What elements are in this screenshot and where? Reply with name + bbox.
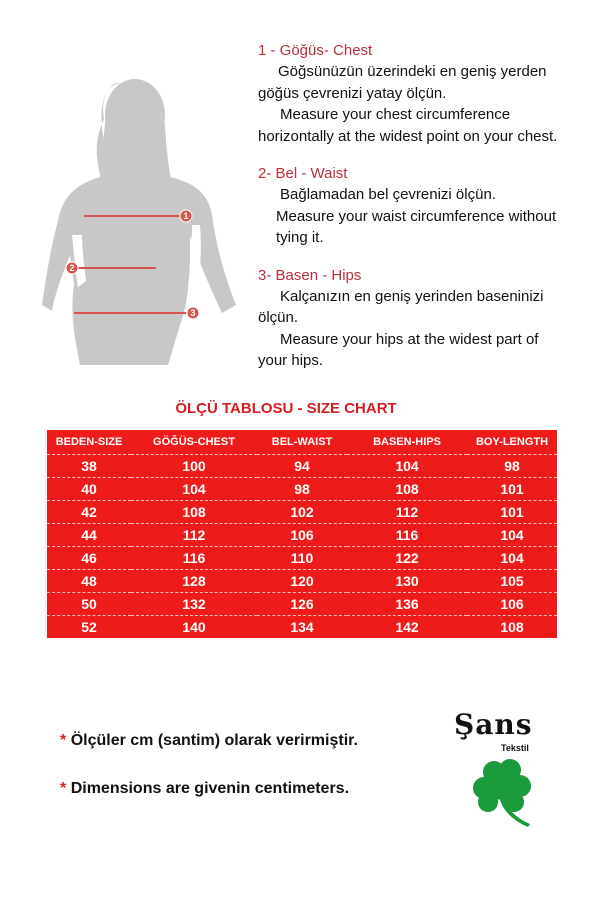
cell-hips: 130 [347,569,467,592]
header-length: BOY-LENGTH [467,430,557,454]
cell-waist: 120 [257,569,347,592]
cell-hips: 104 [347,454,467,477]
cell-hips: 142 [395,618,419,635]
cell-size: 50 [47,592,131,615]
cell-length: 98 [467,454,557,477]
cell-length: 101 [467,500,557,523]
cell-hips: 136 [347,592,467,615]
cell-hips: 116 [347,523,467,546]
table-row [47,546,557,569]
chest-line-tr-2: göğüs çevrenizi yatay ölçün. [258,84,447,102]
chest-line-tr-1: Göğsünüzün üzerindeki en geniş yerden [278,63,547,80]
note-text-1: Ölçüler cm (santim) olarak verirmiştir. [70,732,358,749]
clover-icon [470,756,538,828]
cell-chest: 140 [182,618,206,635]
marker-3-label: 3 [190,308,196,318]
marker-1-label: 1 [183,211,189,221]
size-chart-header-row [47,430,557,454]
table-row [47,523,557,546]
cell-waist: 106 [257,523,347,546]
chest-line-en-1: Measure your chest circumference [280,106,511,123]
cell-hips: 108 [347,477,467,500]
cell-length: 104 [467,523,557,546]
cell-waist: 110 [257,546,347,569]
table-row [47,477,557,500]
hips-line-en-2: your hips. [258,352,324,369]
marker-2-label: 2 [69,263,75,273]
hips-title: 3- Basen - Hips [258,266,362,284]
header-chest: GÖĞÜS-CHEST [131,430,257,454]
header-hips: BASEN-HIPS [347,430,467,454]
cell-length: 104 [467,546,557,569]
measurement-instructions [258,40,598,388]
cell-waist: 94 [257,454,347,477]
header-waist: BEL-WAIST [257,430,347,454]
cell-size: 38 [47,454,131,477]
note-cm-turkish [60,731,358,751]
logo-subtitle: Tekstil [501,743,529,753]
size-chart-title: ÖLÇÜ TABLOSU - SIZE CHART [175,400,397,417]
waist-line-en-2: tying it. [276,229,324,246]
cell-waist: 98 [257,477,347,500]
hips-line-tr-2: ölçün. [258,309,299,326]
cell-hips: 122 [347,546,467,569]
cell-chest: 108 [131,500,257,523]
cell-chest: 112 [131,523,257,546]
chest-title: 1 - Göğüs- Chest [258,42,373,59]
size-chart-table [47,430,557,638]
cell-length: 108 [500,618,524,635]
waist-line-tr-1: Bağlamadan bel çevrenizi ölçün. [280,186,496,203]
header-size: BEDEN-SIZE [47,430,131,454]
waist-title: 2- Bel - Waist [258,165,348,182]
cell-chest: 104 [131,477,257,500]
cell-size: 46 [47,546,131,569]
note-star-2: * [60,780,67,797]
table-row [47,500,557,523]
waist-line-en-1: Measure your waist circumference without [276,207,557,225]
cell-size: 40 [47,477,131,500]
cell-size: 52 [81,618,97,635]
note-star-1: * [60,732,67,749]
table-row [47,569,557,592]
cell-chest: 116 [131,546,257,569]
table-row [47,592,557,615]
body-measurement-figure [40,75,240,375]
cell-length: 106 [467,592,557,615]
waist-section [258,163,598,249]
cell-length: 105 [467,569,557,592]
mannequin-silhouette [42,79,236,365]
hips-line-tr-1: Kalçanızın en geniş yerinden baseninizi [280,287,544,305]
cell-waist: 126 [257,592,347,615]
cell-chest: 100 [131,454,257,477]
logo-name: Şans [454,708,533,741]
cell-hips: 112 [347,500,467,523]
note-cm-english [60,779,349,799]
hips-section [258,265,598,372]
cell-size: 44 [47,523,131,546]
cell-waist: 134 [290,618,314,635]
cell-chest: 128 [131,569,257,592]
cell-size: 42 [47,500,131,523]
chest-section [258,40,598,147]
hips-line-en-1: Measure your hips at the widest part of [280,330,539,348]
table-row [47,454,557,477]
cell-waist: 102 [257,500,347,523]
cell-chest: 132 [131,592,257,615]
chest-line-en-2: horizontally at the widest point on your chest. [258,127,558,145]
brand-logo [448,708,548,828]
cell-size: 48 [47,569,131,592]
cell-length: 101 [467,477,557,500]
table-row [47,615,557,638]
note-text-2: Dimensions are givenin centimeters. [70,780,350,797]
